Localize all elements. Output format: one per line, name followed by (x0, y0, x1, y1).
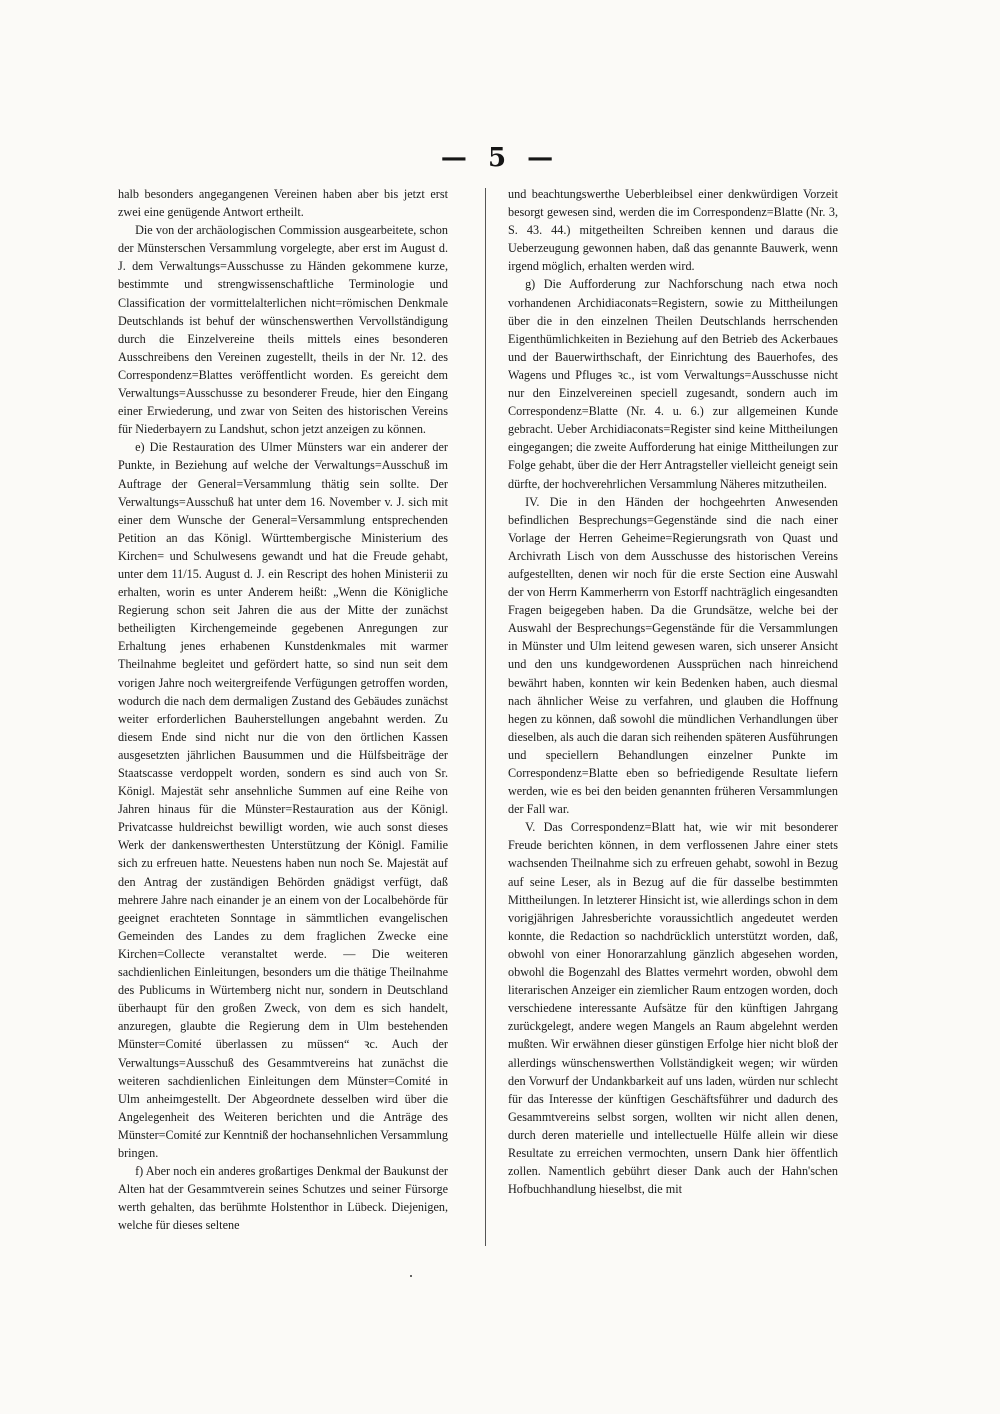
paragraph: f) Aber noch ein anderes großartiges Denkmal der Baukunst der Alten hat der Gesammtverein seines Schutzes und seiner Fürsorge werth gehalten, das berühmte Holstenthor in Lübeck. Diejenigen, welche für dieses seltene (118, 1164, 448, 1233)
paragraph: Die von der archäologischen Commission ausgearbeitete, schon der Münsterschen Versammlung vorgelegte, aber erst im August d. J. dem Verwaltungs=Ausschusse zu Händen gekommene kurze, bestimmte und strengwissenschaftliche Terminologie und Classification der vormittelalterlichen nicht=römischen Denkmale Deutschlands ist behuf der wünschenswerthen Vervollständigung durch die Einzelvereine theils mittels eines besonderen Ausschreibens den Vereinen zugestellt, theils in der Nr. 12. des Correspondenz=Blattes veröffentlicht worden. Es gereicht dem Verwaltungs=Ausschusse zu besonderer Freude, hier den Eingang einer Erwiederung, und zwar von Seiten des historischen Vereins für Niederbayern zu Landshut, schon jetzt anzeigen zu können. (118, 223, 448, 437)
paragraph: halb besonders angegangenen Vereinen haben aber bis jetzt erst zwei eine genügende Antwort ertheilt. (118, 187, 448, 220)
column-divider (485, 188, 486, 1246)
page-number: — 5 — (440, 143, 560, 173)
right-text-column (508, 185, 838, 1198)
paragraph: und beachtungswerthe Ueberbleibsel einer denkwürdigen Vorzeit besorgt gewesen sind, werden die im Correspondenz=Blatte (Nr. 3, S. 43. 44.) mitgetheilten Schreiben kennen und daraus die Ueberzeugung gewonnen haben, daß das genannte Bauwerk, wenn irgend möglich, erhalten werden wird. (508, 187, 838, 274)
paragraph: g) Die Aufforderung zur Nachforschung nach etwa noch vorhandenen Archidiaconats=Registern, sowie zu Mittheilungen über die in den einzelnen Theilen Deutschlands herrschenden Eigenthümlichkeiten in Beziehung auf den Betrieb des Ackerbaues und der Bauerwirthschaft, der Einrichtung des Bauerhofes, des Wagens und Pfluges ꝛc., ist vom Verwaltungs=Ausschusse nicht nur den Einzelvereinen speciell zugesandt, sondern auch im Correspondenz=Blatte (Nr. 4. u. 6.) zur allgemeinen Kunde gebracht. Ueber Archidiaconats=Register sind keine Mittheilungen eingegangen; die zweite Aufforderung hat einige Mittheilungen zur Folge gehabt, über die der Herr Antragsteller vielleicht geneigt sein dürfte, der hochverehrlichen Versammlung Näheres mitzutheilen. (508, 277, 838, 491)
paragraph: V. Das Correspondenz=Blatt hat, wie wir mit besonderer Freude berichten können, in dem verflossenen Jahre einer stets wachsenden Theilnahme sich zu erfreuen gehabt, sowohl in Bezug auf seine Leser, als in Bezug auf die für dasselbe bestimmten Mittheilungen. In letzterer Hinsicht ist, wie allerdings schon in dem vorigjährigen Jahresberichte voraussichtlich angedeutet werden konnte, die Redaction so nachdrücklich unterstützt worden, daß, obwohl von einer Honorarzahlung gänzlich abgesehen worden, obwohl die Bogenzahl des Blattes vermehrt worden, obwohl dem literarischen Anzeiger ein ziemlicher Raum entzogen worden, doch verschiedene interessante Aufsätze für den künftigen Jahrgang zurückgelegt, andere wegen Mangels an Raum abgelehnt werden mußten. Wir erwähnen dieser günstigen Erfolge hier nicht bloß der allerdings wünschenswerthen Vollständigkeit wegen; wir würden den Vorwurf der Undankbarkeit auf uns laden, würden nur schlecht für das Interesse der künftigen Geschäftsführer und dadurch des Gesammtvereins selbst sorgen, wollten wir nicht allen denen, durch deren materielle und intellectuelle Hülfe allein wir diese Resultate zu erreichen vermochten, unsern Dank hier öffentlich zollen. Namentlich gebührt dieser Dank auch der Hahn'schen Hofbuchhandlung hieselbst, die mit (508, 820, 839, 1197)
paragraph: IV. Die in den Händen der hochgeehrten Anwesenden befindlichen Besprechungs=Gegenstände sind die nach einer Vorlage der Herren Geheime=Regierungsrath von Quast und Archivrath Lisch von dem Ausschusse des historischen Vereins aufgestellten, denen wir noch für die erste Section eine Auswahl der von Herrn Kammerherrn von Estorff nachträglich eingesandten Fragen beigegeben haben. Da die Grundsätze, welche bei der Auswahl der Besprechungs=Gegenstände für die Versammlungen in Münster und Ulm leitend gewesen waren, sich unserer Ansicht und den uns kundgewordenen Aussprüchen nach hinreichend bewährt haben, konnten wir kein Bedenken haben, auch diesmal nach ähnlicher Weise zu verfahren, und glauben die Hoffnung hegen zu können, daß sowohl die mündlichen Verhandlungen über dieselben, als auch die daran sich reihenden späteren Ausführungen und speciellern Behandlungen einzelner Punkte im Correspondenz=Blatte eben so befriedigende Resultate liefern werden, wie es bei den beiden genannten früheren Versammlungen der Fall war. (508, 494, 838, 817)
paragraph: e) Die Restauration des Ulmer Münsters war ein anderer der Punkte, in Beziehung auf welche der Verwaltungs=Ausschuß im Auftrage der General=Versammlung thätig sein sollte. Der Verwaltungs=Ausschuß hat unter dem 16. November v. J. sich mit einer dem Wunsche der General=Versammlung entsprechenden Petition an das Königl. Württembergische Ministerium des Kirchen= und Schulwesens gewandt und hat die Freude gehabt, unter dem 11/15. August d. J. ein Rescript des hohen Ministerii zu erhalten, worin es unter Anderem heißt: „Wenn die Königliche Regierung schon seit Jahren die aus der Mitte der zunächst betheiligten Kirchengemeinde gegebenen Anregungen zur Erhaltung jenes erhabenen Kunstdenkmales mit warmer Theilnahme begleitet und gefördert hatte, so sind nun seit dem vorigen Jahre noch weitergreifende Verfügungen getroffen worden, wodurch die nach dem dermaligen Zustand des Gebäudes zunächst weiter erforderlichen Bauherstellungen angebahnt werden. Zu diesem Ende sind nicht nur die von den örtlichen Kassen ausgesetzten jährlichen Bausummen und die Hülfsbeiträge der Staatscasse verdoppelt worden, sondern es sind auch von Sr. Königl. Majestät sehr ansehnliche Summen auf eine Reihe von Jahren hinaus für die Münster=Restauration aus der Königl. Privatcasse huldreichst bewilligt worden, wie auch sonst dieses Werk der dankenswerthesten Unterstützung der Königl. Familie sich zu erfreuen hatte. Neuestens haben nun noch Se. Majestät auf den Antrag der zuständigen Behörden gnädigst verfügt, daß mehrere Jahre nach einander je an einem von der Localbehörde für geeignet erachteten Sonntage in sämmtlichen evangelischen Gemeinden des Landes zu dem fraglichen Zwecke eine Kirchen=Collecte veranstaltet werde. — Die weiteren sachdienlichen Einleitungen, besonders um die thätige Theilnahme des Publicums in Würtemberg nicht nur, sondern in Deutschland überhaupt für den großen Zweck, von dem es sich handelt, anzuregen, glaubte die Regierung dem in Ulm bestehenden Münster=Comité überlassen zu müssen“ ꝛc. Auch der Verwaltungs=Ausschuß des Gesammtvereins hat zunächst die weiteren sachdienlichen Einleitungen dem Münster=Comité in Ulm anheimgestellt. Der Abgeordnete desselben wird über die Angelegenheit des Weiteren berichten und die Anträge des Münster=Comité zur Kenntniß der hochansehnlichen Versammlung bringen. (118, 440, 448, 1160)
ink-speck (410, 1275, 412, 1277)
left-text-column (118, 185, 448, 1234)
